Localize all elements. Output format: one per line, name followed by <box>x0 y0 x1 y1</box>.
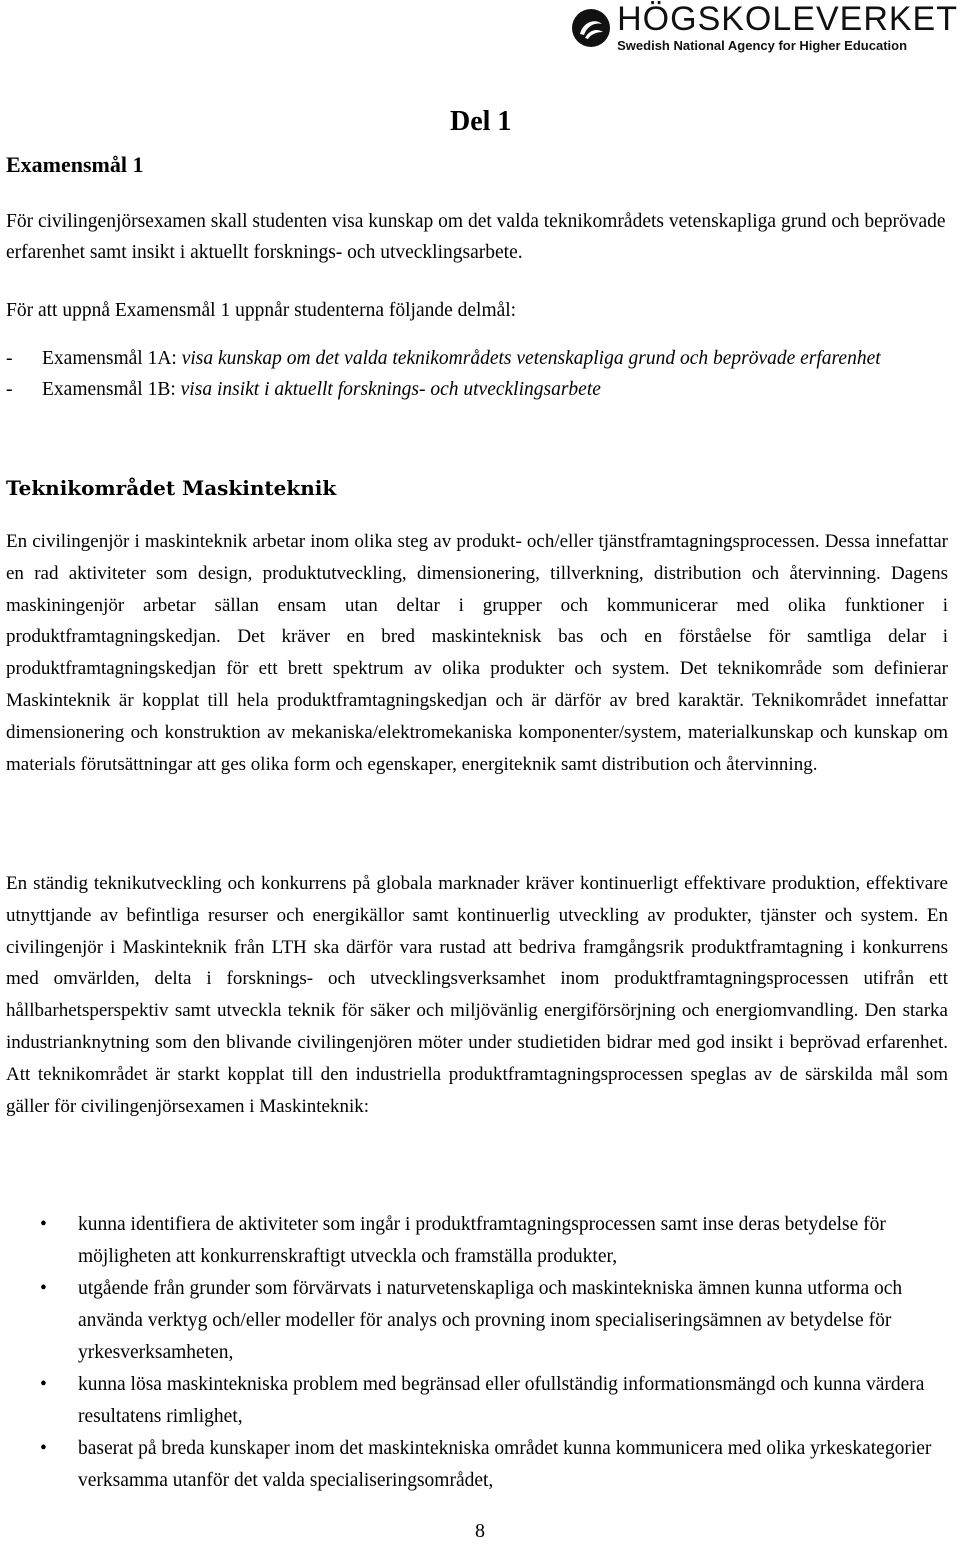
bullet-item <box>6 1209 936 1273</box>
bullet-text: baserat på breda kunskaper inom det maskintekniska området kunna kommunicera med olika yrkeskategorier verksamma utanför det valda specialiseringsområdet, <box>78 1438 932 1491</box>
agency-logo-icon <box>571 8 611 48</box>
logo-subtitle: Swedish National Agency for Higher Education <box>617 38 908 53</box>
area-paragraph-1: En civilingenjör i maskinteknik arbetar inom olika steg av produkt- och/eller tjänstframtagningsprocessen. Dessa innefattar en rad aktiviteter som design, produktutveckling, dimensionering, tillverkning, distribution och återvinning. Dagens maskiningenjör arbetar sällan ensam utan deltar i grupper och kommunicerar med olika funktioner i produktframtagningskedjan. Det kräver en bred maskinteknisk bas och en förståelse för samtliga delar i produktframtagningskedjan för ett brett spektrum av olika produkter och system. Det teknikområde som definierar Maskinteknik är kopplat till hela produktframtagningskedjan och är därför av bred karaktär. Teknikområdet innefattar dimensionering och konstruktion av mekaniska/elektromekaniska komponenter/system, materialkunskap och kunskap om materials förutsättningar att ges olika form och egenskaper, energiteknik samt distribution och återvinning. <box>6 531 948 775</box>
goal-label: Examensmål 1A: <box>42 348 177 369</box>
goal-text: visa insikt i aktuellt forsknings- och utvecklingsarbete <box>180 379 601 400</box>
page-number: 8 <box>475 1520 485 1542</box>
bullet-list <box>6 1209 936 1497</box>
goal-heading: Examensmål 1 <box>6 152 144 177</box>
bullet-text: kunna identifiera de aktiviteter som ingår i produktframtagningsprocessen samt inse deras betydelse för möjligheten att konkurrenskraftigt utveckla och framställa produkter, <box>78 1214 886 1267</box>
bullet-text: kunna lösa maskintekniska problem med begränsad eller ofullständig informationsmängd och kunna värdera resultatens rimlighet, <box>78 1374 925 1427</box>
goal-dash: - <box>6 348 13 369</box>
goal-text: visa kunskap om det valda teknikområdets vetenskapliga grund och beprövade erfarenhet <box>181 348 881 369</box>
agency-logo <box>571 2 958 53</box>
sub-intro-paragraph: För att uppnå Examensmål 1 uppnår studenterna följande delmål: <box>6 300 517 321</box>
bullet-marker: • <box>40 1438 47 1459</box>
area-paragraph-2: En ständig teknikutveckling och konkurrens på globala marknader kräver kontinuerligt effektivare produktion, effektivare utnyttjande av befintliga resurser och energikällor samt kontinuerlig utveckling av produkter, tjänster och system. En civilingenjör i Maskinteknik från LTH ska därför vara rustad att bedriva framgångsrik produktframtagning i konkurrens med omvärlden, delta i forsknings- och utvecklingsverksamhet inom produktframtagningsprocessen utifrån ett hållbarhetsperspektiv samt utveckla teknik för säker och miljövänlig energiförsörjning och energiomvandling. Den starka industrianknytning som den blivande civilingenjören möter under studietiden bidrar med god insikt i beprövad erfarenhet. Att teknikområdet är starkt kopplat till den industriella produktframtagningsprocessen speglas av de särskilda mål som gäller för civilingenjörsexamen i Maskinteknik: <box>6 873 948 1117</box>
bullet-text: utgående från grunder som förvärvats i naturvetenskapliga och maskintekniska ämnen kunna utforma och använda verktyg och/eller modeller för analys och provning inom specialiseringsämnen av betydelse för yrkesverksamheten, <box>78 1278 903 1363</box>
bullet-item <box>6 1273 936 1369</box>
area-heading: Teknikområdet Maskinteknik <box>6 476 337 500</box>
bullet-marker: • <box>40 1214 47 1235</box>
bullet-item <box>6 1433 936 1497</box>
bullet-marker: • <box>40 1278 47 1299</box>
intro-paragraph: För civilingenjörsexamen skall studenten visa kunskap om det valda teknikområdets vetenskapliga grund och beprövade erfarenhet samt insikt i aktuellt forsknings- och utvecklingsarbete. <box>6 211 946 263</box>
goal-item <box>6 343 950 374</box>
goal-list <box>6 343 950 405</box>
goal-dash: - <box>6 379 13 400</box>
bullet-item <box>6 1369 936 1433</box>
part-title: Del 1 <box>450 106 512 137</box>
bullet-marker: • <box>40 1374 47 1395</box>
goal-label: Examensmål 1B: <box>42 379 176 400</box>
goal-item <box>6 374 950 405</box>
logo-name: HÖGSKOLEVERKET <box>617 0 958 38</box>
